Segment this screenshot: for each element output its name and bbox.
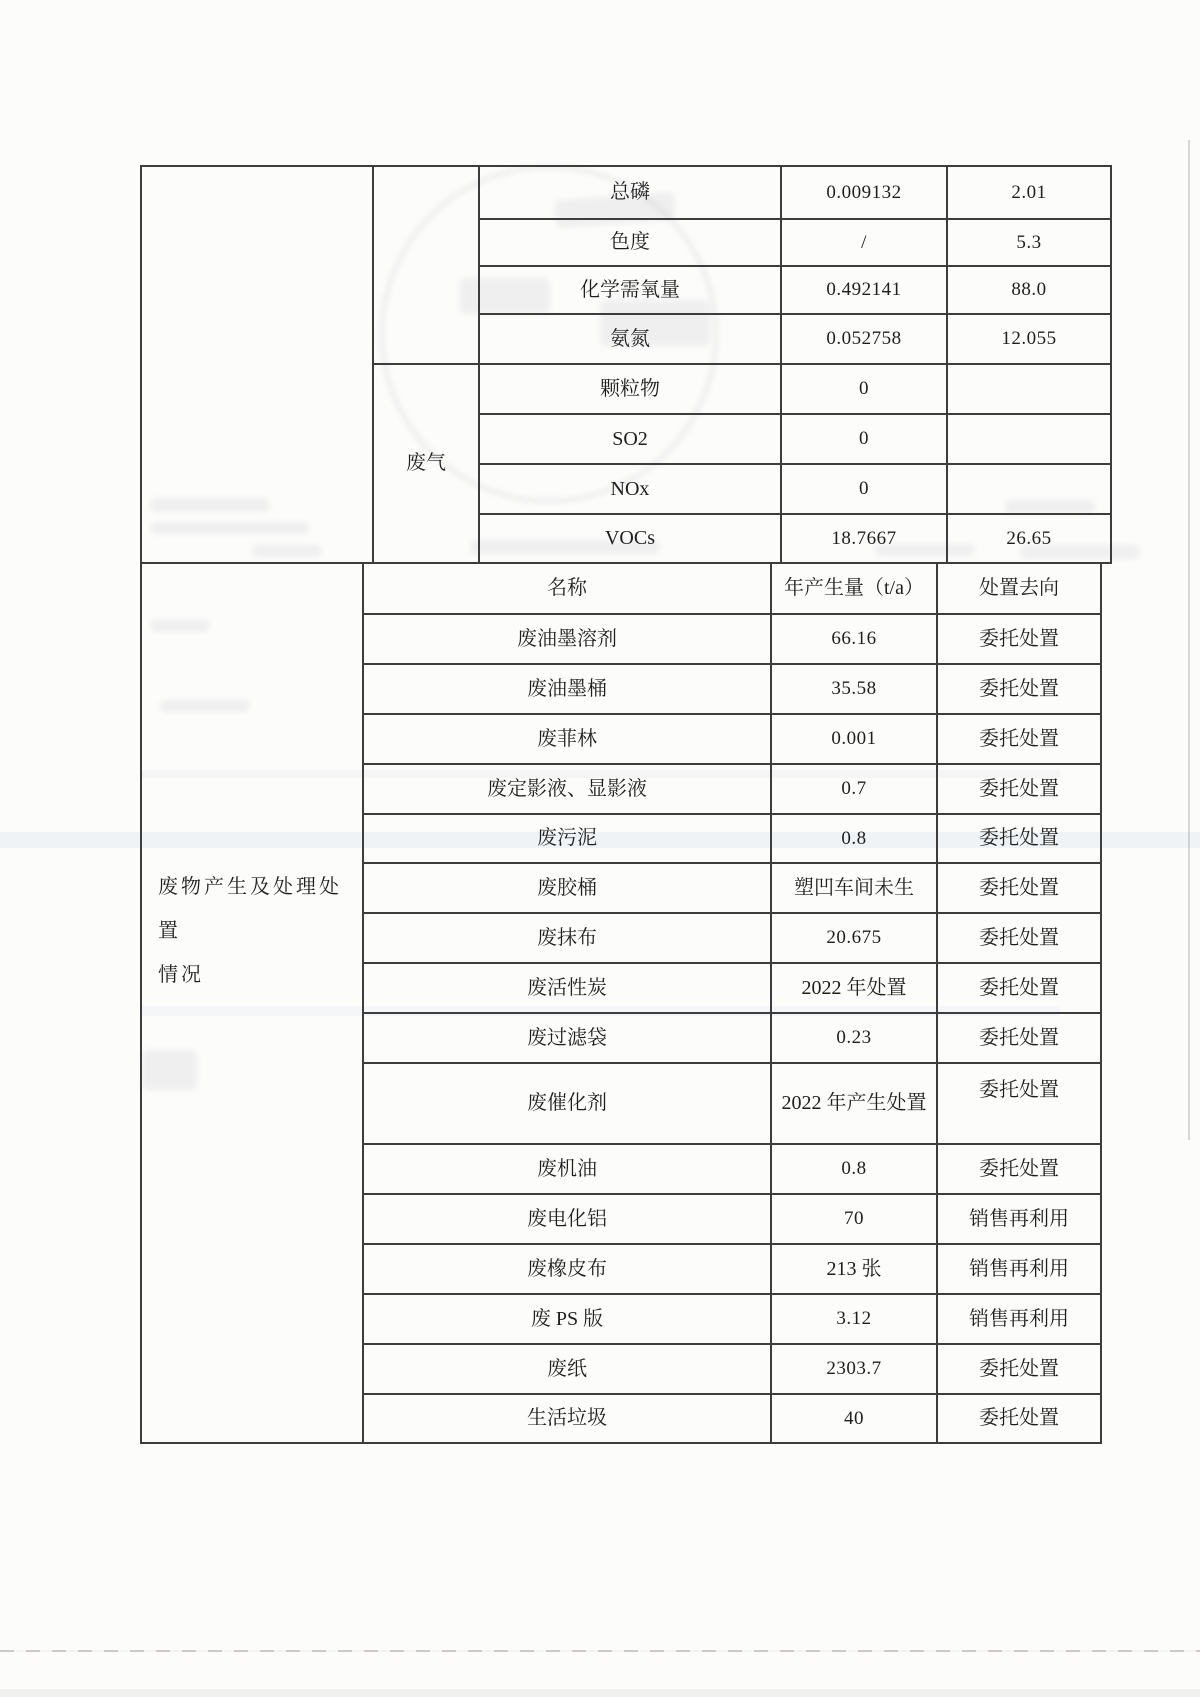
waste-amount: 40: [771, 1394, 937, 1443]
waste-amount: 0.8: [771, 814, 937, 863]
waste-amount: 213 张: [771, 1244, 937, 1294]
pollutant-annual-value: 0: [781, 464, 947, 514]
waste-destination: 委托处置: [937, 614, 1101, 664]
waste-amount: 66.16: [771, 614, 937, 664]
waste-name: 废 PS 版: [363, 1294, 771, 1344]
waste-amount: 0.7: [771, 764, 937, 814]
waste-name: 废电化铝: [363, 1194, 771, 1244]
waste-name: 废污泥: [363, 814, 771, 863]
pollutant-extra-value: 2.01: [947, 166, 1111, 219]
pollutant-name: 氨氮: [479, 314, 781, 364]
pollutant-annual-value: 0: [781, 364, 947, 414]
pollutant-extra-value: [947, 464, 1111, 514]
waste-name: 废纸: [363, 1344, 771, 1394]
waste-disposal-table: [140, 562, 1102, 1444]
pollutant-annual-value: 0.052758: [781, 314, 947, 364]
report-table: [140, 165, 1069, 1444]
waste-amount: 2022 年产生处置: [771, 1063, 937, 1144]
waste-destination: 委托处置: [937, 913, 1101, 963]
pollutant-name: 总磷: [479, 166, 781, 219]
waste-amount: 0.23: [771, 1013, 937, 1063]
pollutant-extra-value: 12.055: [947, 314, 1111, 364]
pollutant-name: 色度: [479, 219, 781, 266]
waste-destination: 委托处置: [937, 814, 1101, 863]
waste-destination: 委托处置: [937, 1394, 1101, 1443]
waste-amount: 3.12: [771, 1294, 937, 1344]
pollutant-annual-value: 0: [781, 414, 947, 464]
waste-destination: 销售再利用: [937, 1294, 1101, 1344]
pollutant-emission-table: [140, 165, 1112, 564]
waste-name: 生活垃圾: [363, 1394, 771, 1443]
waste-destination: 委托处置: [937, 1144, 1101, 1194]
waste-gas-label-cell: 废气: [373, 364, 479, 563]
category-continuation-cell: [141, 166, 373, 563]
waste-name: 废油墨溶剂: [363, 614, 771, 664]
waste-amount: 20.675: [771, 913, 937, 963]
waste-name: 废菲林: [363, 714, 771, 764]
pollutant-extra-value: 26.65: [947, 514, 1111, 563]
waste-name: 废过滤袋: [363, 1013, 771, 1063]
pollutant-name: NOx: [479, 464, 781, 514]
waste-name: 废抹布: [363, 913, 771, 963]
waste-name: 废定影液、显影液: [363, 764, 771, 814]
page-edge-line: [0, 1650, 1200, 1652]
table-header-row: [141, 563, 1101, 614]
waste-destination: 委托处置: [937, 664, 1101, 714]
waste-amount: 70: [771, 1194, 937, 1244]
waste-amount: 0.8: [771, 1144, 937, 1194]
waste-name: 废机油: [363, 1144, 771, 1194]
pollutant-extra-value: 88.0: [947, 266, 1111, 314]
waste-destination: 委托处置: [937, 1013, 1101, 1063]
pollutant-extra-value: [947, 364, 1111, 414]
waste-destination: 委托处置: [937, 714, 1101, 764]
waste-amount: 35.58: [771, 664, 937, 714]
waste-destination: 委托处置: [937, 863, 1101, 913]
waste-destination: 委托处置: [937, 1063, 1101, 1144]
waste-name: 废催化剂: [363, 1063, 771, 1144]
waste-amount: 0.001: [771, 714, 937, 764]
waste-name: 废活性炭: [363, 963, 771, 1013]
pollutant-annual-value: 0.009132: [781, 166, 947, 219]
pollutant-name: VOCs: [479, 514, 781, 563]
pollutant-annual-value: 0.492141: [781, 266, 947, 314]
waste-name: 废橡皮布: [363, 1244, 771, 1294]
waste-destination: 委托处置: [937, 963, 1101, 1013]
pollutant-extra-value: 5.3: [947, 219, 1111, 266]
pollutant-name: 化学需氧量: [479, 266, 781, 314]
pollutant-annual-value: 18.7667: [781, 514, 947, 563]
waste-destination: 销售再利用: [937, 1244, 1101, 1294]
wastewater-continuation-cell: [373, 166, 479, 364]
header-name: 名称: [363, 563, 771, 614]
pollutant-name: 颗粒物: [479, 364, 781, 414]
waste-amount: 2022 年处置: [771, 963, 937, 1013]
pollutant-extra-value: [947, 414, 1111, 464]
header-annual-amount: 年产生量（t/a）: [771, 563, 937, 614]
pollutant-name: SO2: [479, 414, 781, 464]
header-destination: 处置去向: [937, 563, 1101, 614]
pollutant-annual-value: /: [781, 219, 947, 266]
waste-destination: 委托处置: [937, 764, 1101, 814]
page-edge-shade: [0, 1689, 1200, 1697]
table-row: [141, 166, 1111, 219]
waste-category-label: 废物产生及处理处置 情况: [158, 876, 342, 986]
waste-name: 废胶桶: [363, 863, 771, 913]
waste-amount: 塑凹车间未生: [771, 863, 937, 913]
waste-category-cell: [141, 563, 363, 1443]
waste-amount: 2303.7: [771, 1344, 937, 1394]
page-edge-line: [1188, 140, 1190, 1140]
waste-destination: 委托处置: [937, 1344, 1101, 1394]
waste-destination: 销售再利用: [937, 1194, 1101, 1244]
waste-name: 废油墨桶: [363, 664, 771, 714]
